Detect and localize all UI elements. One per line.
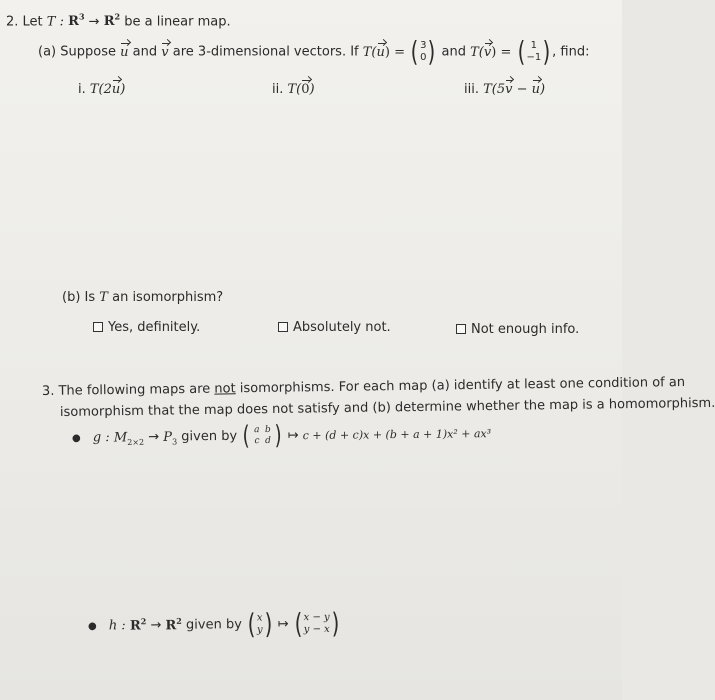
problem-3-line-1: 3. The following maps are not isomorphisms. For each map (a) identify at least one condition of an bbox=[41, 375, 686, 399]
T-of-u: T(u) = bbox=[362, 44, 405, 60]
domain-space: $R^3$ bbox=[68, 12, 85, 30]
problem-3-line-2: isomorphism that the map does not satisfy and (b) determine whether the map is a homomorphism. bbox=[59, 395, 715, 420]
checkbox-not-enough-info[interactable] bbox=[456, 324, 466, 334]
map-h-codomain: $R^2$ bbox=[165, 615, 182, 633]
option-absolutely-not[interactable] bbox=[278, 320, 391, 335]
bullet-icon: ● bbox=[71, 432, 81, 444]
map-g-name: g : bbox=[92, 430, 110, 446]
checkbox-yes[interactable] bbox=[93, 322, 103, 332]
vector-u: u bbox=[120, 44, 129, 60]
left-paren: ( bbox=[294, 607, 303, 641]
map-h-definition bbox=[87, 606, 341, 641]
left-paren: ( bbox=[242, 421, 251, 452]
left-paren: ( bbox=[517, 35, 525, 68]
option-not-enough-info-label: Not enough info. bbox=[471, 322, 580, 337]
part-b-label: (b) bbox=[62, 290, 81, 305]
part-a-text: Suppose bbox=[60, 44, 116, 60]
left-paren: ( bbox=[247, 607, 256, 641]
map-name: T : bbox=[46, 14, 64, 30]
map-h-output-vector: x − y y − x bbox=[303, 611, 330, 636]
part-a-item-ii: ii. T(0) bbox=[272, 82, 315, 97]
map-h-name: h : bbox=[108, 618, 126, 634]
map-g-domain: $M_{2\times 2}$ bbox=[113, 429, 145, 447]
part-b-statement bbox=[62, 290, 223, 305]
bullet-icon: ● bbox=[87, 620, 97, 632]
left-paren: ( bbox=[410, 35, 419, 68]
map-g-definition bbox=[72, 420, 491, 452]
matrix-abcd: a b c d bbox=[254, 424, 271, 447]
map-h-domain: $R^2$ bbox=[129, 615, 147, 634]
mapsto-arrow: ↦ bbox=[277, 616, 289, 632]
option-not-enough-info[interactable] bbox=[456, 322, 579, 337]
map-h-input-vector: x y bbox=[256, 612, 263, 636]
problem-2-number: 2. bbox=[6, 14, 19, 30]
right-paren: ) bbox=[331, 606, 340, 640]
part-a-label: (a) bbox=[38, 44, 57, 60]
mapsto-arrow: ↦ bbox=[287, 428, 299, 444]
option-absolutely-not-label: Absolutely not. bbox=[293, 320, 391, 335]
map-h-given-by: given by bbox=[185, 617, 242, 633]
part-a-and: and bbox=[132, 44, 158, 60]
map-g-codomain: $P_3$ bbox=[163, 429, 178, 447]
column-vector-1: 3 0 bbox=[420, 40, 427, 63]
option-yes[interactable] bbox=[93, 320, 200, 335]
part-a-find: , find: bbox=[552, 44, 590, 60]
column-vector-2: 1 −1 bbox=[526, 40, 542, 63]
part-a-item-i: i. T(2u) bbox=[78, 82, 126, 97]
right-paren: ) bbox=[264, 607, 273, 641]
right-paren: ) bbox=[274, 420, 283, 451]
map-g-formula: c + (d + c)x + (b + a + 1)x² + ax³ bbox=[302, 427, 492, 443]
emphasis-not: not bbox=[214, 381, 236, 397]
map-g-arrow: → bbox=[148, 429, 160, 445]
problem-2-intro: Let bbox=[22, 14, 43, 30]
T-of-v: T(v) = bbox=[470, 44, 512, 60]
part-a-text2: are 3-dimensional vectors. If bbox=[172, 44, 359, 60]
right-paren: ) bbox=[542, 35, 551, 68]
part-a-item-iii: iii. T(5v − u) bbox=[464, 82, 546, 97]
part-b-T: T bbox=[99, 290, 108, 305]
vector-v: v bbox=[161, 44, 169, 60]
part-b-text2: an isomorphism? bbox=[112, 290, 224, 305]
map-arrow: → bbox=[88, 14, 100, 30]
problem-2-header bbox=[6, 12, 231, 29]
option-yes-label: Yes, definitely. bbox=[108, 320, 201, 335]
map-g-given-by: given by bbox=[181, 428, 238, 445]
checkbox-absolutely-not[interactable] bbox=[278, 322, 288, 332]
right-paren: ) bbox=[428, 35, 436, 68]
part-a-and2: and bbox=[441, 44, 466, 60]
part-a-statement bbox=[38, 35, 590, 68]
codomain-space: $R^2$ bbox=[103, 12, 121, 30]
map-h-arrow: → bbox=[150, 617, 162, 633]
part-b-text: Is bbox=[84, 290, 96, 305]
problem-3-number: 3. bbox=[41, 383, 55, 399]
problem-2-intro-tail: be a linear map. bbox=[124, 14, 231, 30]
